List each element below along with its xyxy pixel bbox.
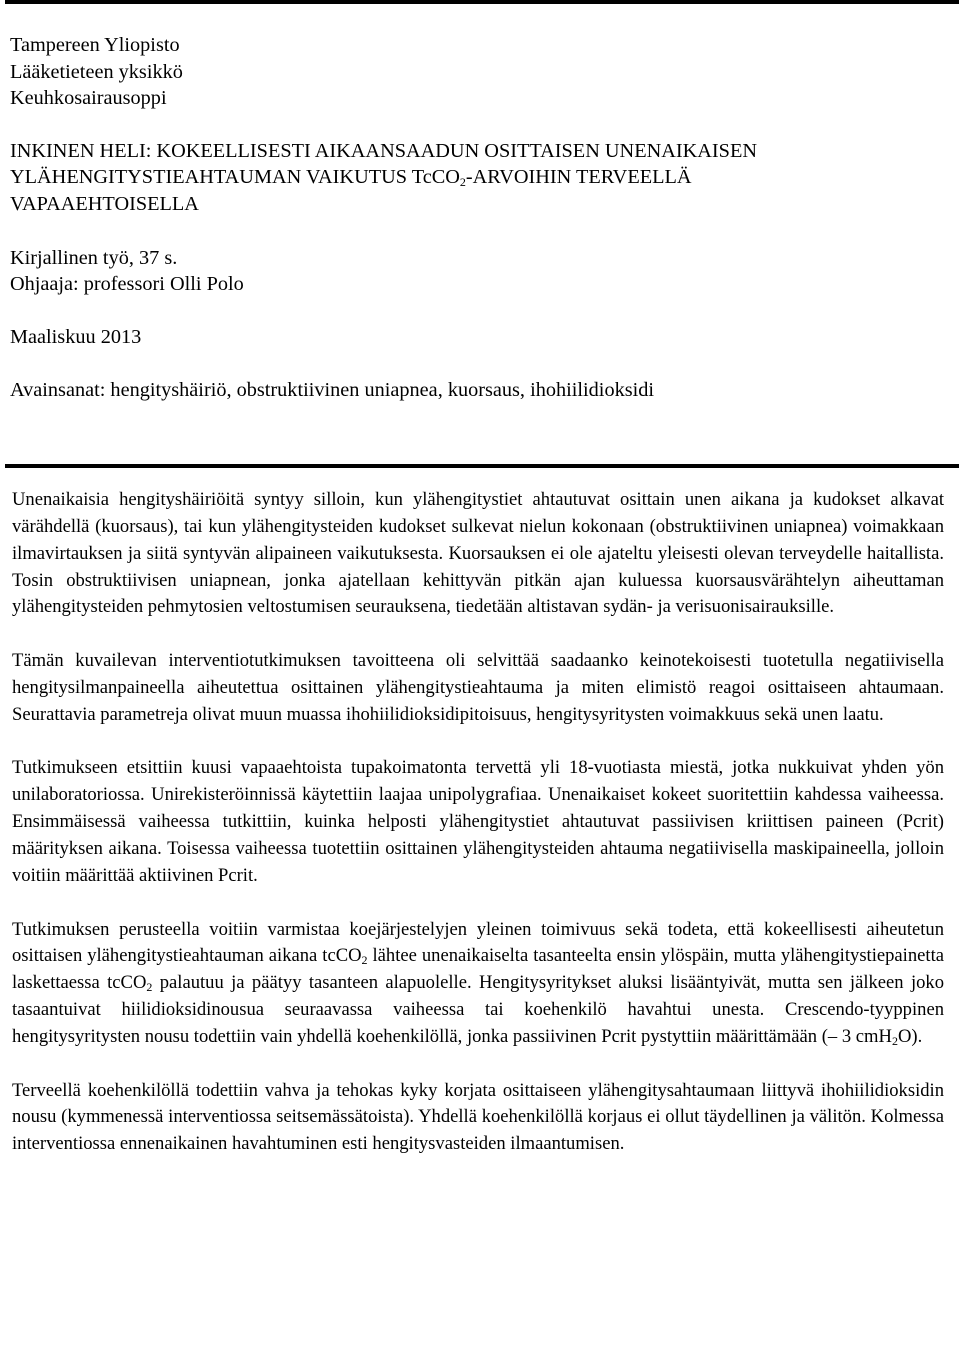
abstract: [12, 487, 944, 1185]
supervisor: Ohjaaja: professori Olli Polo: [10, 273, 244, 296]
abstract-paragraph-1: Unenaikaisia hengityshäiriöitä syntyy silloin, kun ylähengitystiet ahtautuvat osittain unen aikana ja kudokset alkavat värähdellä (kuorsaus), tai kun ylähengitysteiden kudokset sulkevat nielun kokonaan (obstruktiivinen uniapnea) voimakkaan ilmavirtauksen ja siitä syntyvän alipaineen vaikutuksesta. Kuorsauksen ei ole ajateltu yleisesti olevan terveydelle haitallista. Tosin obstruktiivisen uniapnean, jonka ajatellaan kehittyvän pitkän ajan kuluessa kuorsausvärähtelyn aiheuttaman ylähengitysteiden pehmytosien veltostumisen seurauksena, tiedetään altistavan sydän- ja verisuonisairauksille.: [12, 489, 944, 618]
abstract-paragraph-4: Tutkimuksen perusteella voitiin varmistaa koejärjestelyjen yleinen toimivuus sekä todeta, että kokeellisesti aiheutetun osittaisen ylähengitystieahtauman aikana tcCO$_2$ lähtee unenaikaiselta tasanteelta ensin ylöspäin, mutta ylähengitystiepainetta laskettaessa tcCO$_2$ palautuu ja päätyy tasanteen alapuolelle. Hengitysyritykset aluksi lisääntyivät, mutta sen jälkeen joko tasaantuivat hiilidioksidinousua seuraavassa vaiheessa tai koehenkilö havahtui unesta. Crescendo-tyyppinen hengitysyritysten nousu todettiin vain yhdellä koehenkilöllä, jonka passiivinen Pcrit pystyttiin määrittämään (– 3 cmH$_2$O).: [12, 918, 945, 1048]
thesis-title-line-3: VAPAAEHTOISELLA: [10, 192, 199, 215]
abstract-paragraph-5: Terveellä koehenkilöllä todettiin vahva ja tehokas kyky korjata osittaiseen ylähengitysahtaumaan liittyvä ihohiilidioksidin nousu (kymmenessä interventiossa seitsemässätoista). Yhdellä koehenkilöllä korjaus ei ollut täydellinen ja välitön. Kolmessa interventiossa ennenaikainen havahtuminen esti hengitysvasteiden ilmaantumisen.: [12, 1079, 944, 1155]
section-divider: [5, 464, 959, 468]
top-rule: [5, 0, 959, 4]
university-name: Tampereen Yliopisto: [10, 34, 180, 56]
department-name: Keuhkosairausoppi: [10, 87, 167, 110]
work-type: Kirjallinen työ, 37 s.: [10, 246, 178, 269]
unit-name: Lääketieteen yksikkö: [10, 60, 183, 83]
abstract-paragraph-3: Tutkimukseen etsittiin kuusi vapaaehtoista tupakoimatonta tervettä yli 18-vuotiasta miestä, jotka nukkuivat yhden yön unilaboratoriossa. Unirekisteröinnissä käytettiin laajaa unipolygrafiaa. Unenaikaiset kokeet suoritettiin kahdessa vaiheessa. Ensimmäisessä vaiheessa tutkittiin, kuinka helposti ylähengitystiet ahtautuvat passiivisen kriittisen paineen (Pcrit) määrityksen aikana. Toisessa vaiheessa tuotettiin osittainen ylähengitysteiden ahtauma negatiivisella maskipaineella, jolloin voitiin määrittää aktiivinen Pcrit.: [12, 757, 944, 886]
document-header: [10, 32, 950, 404]
keywords: Avainsanat: hengityshäiriö, obstruktiivinen uniapnea, kuorsaus, ihohiilidioksidi: [10, 379, 655, 402]
abstract-paragraph-2: Tämän kuvailevan interventiotutkimuksen tavoitteena oli selvittää saadaanko keinotekoisesti tuotetulla negatiivisella hengitysilmanpaineella aiheutettua osittainen ylähengitystieahtauma ja miten elimistö reagoi osittaiseen ahtaumaan. Seurattavia parametreja olivat muun muassa ihohiilidioksidipitoisuus, hengitysyritysten voimakkuus sekä unen laatu.: [12, 650, 944, 725]
thesis-title-line-2: YLÄHENGITYSTIEAHTAUMAN VAIKUTUS TcCO$_2$-ARVOIHIN TERVEELLÄ: [10, 166, 692, 190]
date: Maaliskuu 2013: [10, 325, 142, 348]
thesis-title-line-1: INKINEN HELI: KOKEELLISESTI AIKAANSAADUN OSITTAISEN UNENAIKAISEN: [10, 139, 757, 162]
